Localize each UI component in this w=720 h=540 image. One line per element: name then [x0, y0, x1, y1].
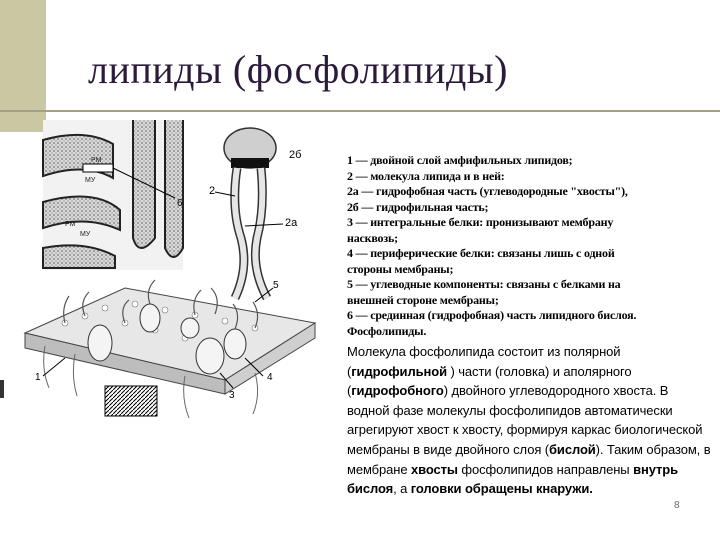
caption-line: 1 — двойной слой амфифильных липидов; — [347, 153, 573, 167]
para-text: ). Таким образом, в мембране — [347, 441, 711, 477]
label-2a: 2а — [285, 217, 298, 229]
phospholipid-molecule — [215, 128, 283, 298]
title-divider — [0, 110, 720, 112]
para-bold: гидрофобного — [351, 383, 444, 399]
rm-label-1: РМ — [91, 157, 102, 164]
label-4: 4 — [267, 372, 273, 383]
para-bold: гидрофильной — [351, 363, 447, 379]
micrograph-panel — [43, 120, 183, 270]
mu-label-1: МУ — [85, 177, 96, 184]
caption-line: 3 — интегральные белки: пронизывают мембрану — [347, 215, 614, 229]
caption-line: 2а — гидрофобная часть (углеводородные "хвосты"), — [347, 184, 628, 198]
para-bold: бислой — [549, 441, 596, 457]
caption-line: 6 — срединная (гидрофобная) часть липидного бислоя. — [347, 308, 637, 322]
slide-title: липиды (фосфолипиды) — [88, 47, 508, 92]
figure-caption — [347, 153, 712, 499]
para-text: фосфолипидов направлены — [457, 461, 634, 477]
caption-line: насквозь; — [347, 230, 398, 245]
slide-number: 8 — [674, 500, 680, 511]
label-1: 1 — [35, 372, 41, 383]
label-6: 6 — [177, 198, 183, 209]
phospholipid-paragraph — [347, 342, 712, 499]
para-bold: головки обращены кнаружи. — [410, 481, 593, 497]
caption-line: 4 — периферические белки: связаны лишь с одной — [347, 246, 615, 260]
label-2: 2 — [209, 185, 216, 197]
caption-line: 2б — гидрофильная часть; — [347, 199, 489, 214]
label-3: 3 — [229, 390, 235, 401]
mu-label-2: МУ — [80, 231, 91, 238]
caption-line: 5 — углеводные компоненты: связаны с белками на — [347, 277, 621, 291]
para-text: ) двойного углеводородного хвоста. В водной фазе молекулы фосфолипидов автоматически агрегируют хвост к хвосту, формируя каркас биологической мембраны в виде двойного слоя ( — [347, 383, 703, 457]
para-text: , а — [393, 481, 411, 497]
para-text: ) части (головка) и аполярного ( — [347, 363, 632, 399]
label-5: 5 — [273, 280, 279, 291]
side-marker — [0, 380, 4, 398]
caption-line: внешней стороне мембраны; — [347, 292, 499, 307]
para-bold: внутрь бислоя — [347, 461, 678, 497]
membrane-illustration — [5, 118, 340, 428]
caption-line: 2 — молекула липида и в ней: — [347, 168, 505, 183]
decorative-olive-bar — [0, 0, 46, 110]
caption-line: Фосфолипиды. — [347, 323, 427, 338]
rm-label-2: РМ — [65, 221, 76, 228]
membrane-block — [25, 280, 315, 418]
para-bold: хвосты — [411, 461, 458, 477]
caption-line: стороны мембраны; — [347, 261, 454, 276]
para-text: Молекула фосфолипида состоит из полярной ( — [347, 344, 621, 379]
label-2b: 2б — [289, 149, 302, 161]
